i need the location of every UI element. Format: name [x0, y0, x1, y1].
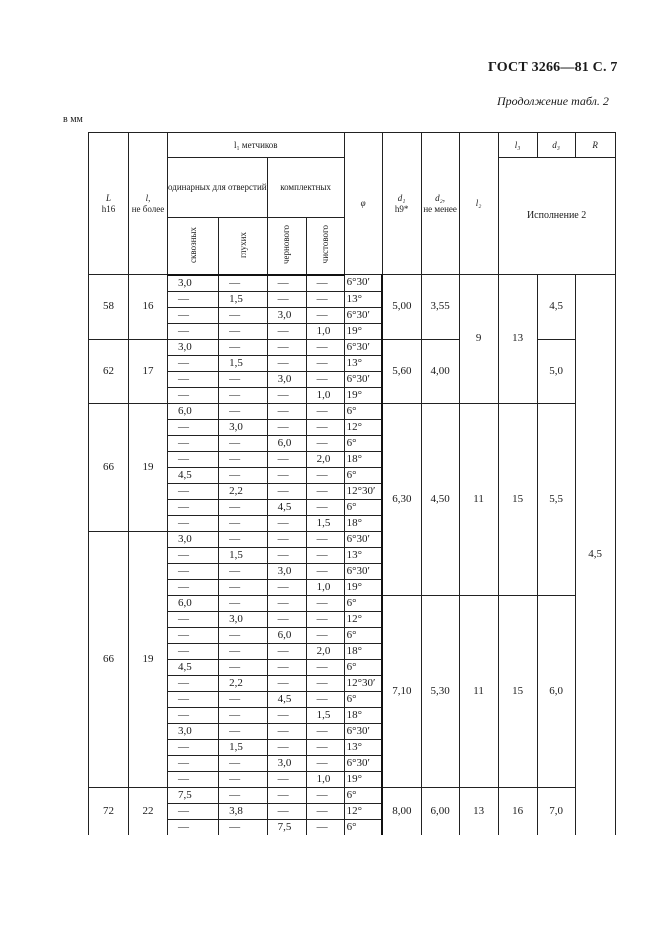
cell-l1: —	[219, 563, 268, 579]
complete-taps-header: комплектных	[267, 158, 344, 218]
cell-l1: —	[306, 755, 344, 771]
execution-2-header: Исполнение 2	[498, 158, 615, 275]
cell-l1: —	[267, 707, 306, 723]
cell-l1: —	[306, 435, 344, 451]
cell-l1: —	[306, 339, 344, 355]
through-header: сквозных	[168, 218, 219, 275]
cell-l1: 4,5	[168, 659, 219, 675]
cell-l1: —	[267, 419, 306, 435]
cell-l1: —	[219, 755, 268, 771]
table-continuation: Продолжение табл. 2	[497, 94, 609, 108]
cell-l1: —	[219, 435, 268, 451]
cell-l1: 1,5	[219, 355, 268, 371]
cell-l1: —	[168, 771, 219, 787]
cell-R: 4,5	[575, 275, 615, 835]
cell-l1: —	[219, 387, 268, 403]
cell-l1: —	[219, 275, 268, 292]
cell-phi: 18°	[344, 451, 382, 467]
cell-l1: —	[306, 467, 344, 483]
cell-l1: —	[168, 611, 219, 627]
cell-l1: 6,0	[168, 595, 219, 611]
cell-l1: 4,5	[168, 467, 219, 483]
cell-l1: —	[306, 563, 344, 579]
rough-header: чернового	[267, 218, 306, 275]
cell-l1: —	[267, 451, 306, 467]
cell-l1: —	[219, 691, 268, 707]
cell-l1: —	[267, 531, 306, 547]
cell-d1: 8,00	[382, 787, 421, 835]
cell-l1: —	[306, 723, 344, 739]
cell-l1: —	[219, 579, 268, 595]
cell-l1: —	[168, 739, 219, 755]
col-L-header: L h16	[89, 133, 129, 275]
cell-l1: —	[219, 499, 268, 515]
cell-l1: 1,5	[306, 707, 344, 723]
cell-l1: 2,2	[219, 675, 268, 691]
cell-l2: 9	[459, 275, 498, 404]
table-body	[89, 275, 616, 835]
cell-phi: 6°	[344, 403, 382, 419]
cell-d2: 4,50	[421, 403, 459, 595]
cell-phi: 19°	[344, 323, 382, 339]
cell-l1: —	[267, 483, 306, 499]
cell-l1: —	[219, 627, 268, 643]
cell-l1: 6,0	[267, 435, 306, 451]
cell-l1: —	[267, 787, 306, 803]
cell-l1: —	[267, 275, 306, 292]
cell-l1: 3,0	[267, 755, 306, 771]
col-d2-header: d₂, не менее	[421, 133, 459, 275]
cell-L: 66	[89, 403, 129, 531]
cell-phi: 19°	[344, 579, 382, 595]
cell-l1: —	[168, 419, 219, 435]
cell-phi: 6°30′	[344, 531, 382, 547]
cell-l1: 1,5	[306, 515, 344, 531]
cell-l1: —	[306, 675, 344, 691]
cell-l1: —	[306, 355, 344, 371]
table-row	[89, 275, 616, 292]
cell-d3: 4,5	[537, 275, 575, 340]
cell-l1: —	[267, 723, 306, 739]
cell-l1: 3,0	[168, 723, 219, 739]
cell-l1: —	[267, 387, 306, 403]
cell-l1: —	[306, 787, 344, 803]
cell-l1: —	[267, 355, 306, 371]
cell-l1: 1,0	[306, 771, 344, 787]
cell-phi: 12°	[344, 419, 382, 435]
cell-l1: —	[168, 483, 219, 499]
cell-l1: —	[168, 675, 219, 691]
cell-l1: —	[168, 547, 219, 563]
cell-l1: —	[267, 611, 306, 627]
cell-l1: —	[168, 627, 219, 643]
cell-l1: —	[267, 739, 306, 755]
cell-l1: 3,0	[219, 611, 268, 627]
cell-phi: 12°30′	[344, 675, 382, 691]
cell-l1: —	[219, 531, 268, 547]
cell-l1: —	[306, 499, 344, 515]
cell-l1: —	[306, 483, 344, 499]
cell-l1: —	[306, 419, 344, 435]
cell-phi: 6°	[344, 595, 382, 611]
cell-l1: —	[306, 547, 344, 563]
cell-l1: —	[267, 579, 306, 595]
single-taps-header: одинарных для отверстий	[168, 158, 268, 218]
cell-l1: 1,0	[306, 323, 344, 339]
cell-phi: 6°30′	[344, 371, 382, 387]
cell-phi: 6°30′	[344, 307, 382, 323]
cell-l1: —	[306, 659, 344, 675]
cell-phi: 13°	[344, 547, 382, 563]
cell-l1: —	[219, 515, 268, 531]
cell-l1: —	[168, 515, 219, 531]
page-header: ГОСТ 3266—81 С. 7	[488, 60, 618, 75]
cell-l1: 6,0	[267, 627, 306, 643]
cell-l1: —	[219, 371, 268, 387]
table-row	[89, 595, 616, 611]
cell-phi: 18°	[344, 515, 382, 531]
cell-l1: —	[219, 323, 268, 339]
cell-l1: —	[168, 691, 219, 707]
cell-l1: —	[306, 531, 344, 547]
cell-phi: 6°30′	[344, 723, 382, 739]
cell-d2: 5,30	[421, 595, 459, 787]
cell-l1: 2,2	[219, 483, 268, 499]
cell-l1: —	[168, 499, 219, 515]
cell-l1: —	[306, 803, 344, 819]
cell-l1: —	[306, 371, 344, 387]
cell-d1: 7,10	[382, 595, 421, 787]
cell-l1: —	[306, 691, 344, 707]
cell-l1: 7,5	[267, 819, 306, 835]
cell-l1: 7,5	[168, 787, 219, 803]
cell-l2: 11	[459, 403, 498, 595]
cell-l1: —	[267, 659, 306, 675]
cell-phi: 6°	[344, 659, 382, 675]
cell-l1: —	[219, 819, 268, 835]
cell-l1: 3,0	[267, 563, 306, 579]
cell-l1: —	[306, 307, 344, 323]
cell-l1: —	[267, 643, 306, 659]
cell-d2: 4,00	[421, 339, 459, 403]
cell-phi: 6°	[344, 435, 382, 451]
cell-phi: 18°	[344, 643, 382, 659]
cell-d3: 5,0	[537, 339, 575, 403]
cell-d1: 5,00	[382, 275, 421, 340]
cell-l1: 1,5	[219, 291, 268, 307]
cell-l1: 3,0	[168, 275, 219, 292]
table-row	[89, 403, 616, 419]
cell-d3: 5,5	[537, 403, 575, 595]
cell-l1: —	[306, 627, 344, 643]
cell-L: 62	[89, 339, 129, 403]
blind-header: глухих	[219, 218, 268, 275]
cell-l1: —	[267, 403, 306, 419]
cell-l1: —	[219, 339, 268, 355]
cell-l3: 15	[498, 403, 537, 595]
cell-l1: —	[168, 707, 219, 723]
cell-d2: 6,00	[421, 787, 459, 835]
cell-l: 17	[129, 339, 168, 403]
cell-l1: —	[219, 643, 268, 659]
cell-l1: 3,0	[168, 339, 219, 355]
cell-l1: —	[168, 435, 219, 451]
cell-l1: —	[219, 307, 268, 323]
cell-phi: 19°	[344, 387, 382, 403]
cell-l3: 16	[498, 787, 537, 835]
cell-l1: 3,0	[267, 371, 306, 387]
cell-l1: —	[267, 291, 306, 307]
cell-L: 58	[89, 275, 129, 340]
cell-phi: 13°	[344, 355, 382, 371]
cell-l1: —	[219, 707, 268, 723]
cell-l1: —	[267, 323, 306, 339]
cell-l1: —	[168, 451, 219, 467]
col-l1-group-header: l₁ метчиков	[168, 133, 345, 158]
cell-phi: 6°30′	[344, 755, 382, 771]
col-l-header: l, не более	[129, 133, 168, 275]
cell-l1: 3,0	[267, 307, 306, 323]
cell-l1: —	[219, 659, 268, 675]
cell-l1: —	[219, 787, 268, 803]
cell-phi: 6°	[344, 787, 382, 803]
cell-l1: —	[168, 307, 219, 323]
cell-l1: —	[267, 339, 306, 355]
cell-phi: 6°	[344, 691, 382, 707]
cell-l1: —	[168, 579, 219, 595]
cell-phi: 6°	[344, 819, 382, 835]
cell-l1: —	[267, 467, 306, 483]
cell-l1: —	[168, 803, 219, 819]
cell-phi: 6°	[344, 627, 382, 643]
col-l2-header: l₂	[459, 133, 498, 275]
cell-l1: —	[168, 355, 219, 371]
cell-L: 72	[89, 787, 129, 835]
cell-l1: 1,5	[219, 739, 268, 755]
cell-l2: 13	[459, 787, 498, 835]
col-R-header: R	[575, 133, 615, 158]
cell-l1: —	[168, 819, 219, 835]
cell-l: 19	[129, 403, 168, 531]
cell-l1: —	[219, 403, 268, 419]
cell-l1: —	[219, 451, 268, 467]
cell-L: 66	[89, 531, 129, 787]
cell-l1: —	[267, 547, 306, 563]
cell-l1: —	[168, 323, 219, 339]
cell-l1: 3,8	[219, 803, 268, 819]
col-l3-header: l₃	[498, 133, 537, 158]
table-row	[89, 787, 616, 803]
cell-l1: 1,0	[306, 387, 344, 403]
cell-l1: 4,5	[267, 691, 306, 707]
cell-l1: 6,0	[168, 403, 219, 419]
cell-d3: 6,0	[537, 595, 575, 787]
cell-l1: —	[267, 595, 306, 611]
units-label: в мм	[63, 114, 83, 125]
cell-l1: —	[219, 771, 268, 787]
finish-header: чистового	[306, 218, 344, 275]
cell-l1: —	[219, 595, 268, 611]
cell-l1: —	[306, 819, 344, 835]
cell-l1: —	[267, 771, 306, 787]
cell-phi: 6°	[344, 467, 382, 483]
cell-l1: —	[306, 595, 344, 611]
cell-l1: 3,0	[168, 531, 219, 547]
cell-l1: —	[168, 755, 219, 771]
dimensions-table	[88, 132, 616, 835]
cell-l: 16	[129, 275, 168, 340]
cell-phi: 12°	[344, 803, 382, 819]
cell-l1: —	[168, 643, 219, 659]
cell-d1: 6,30	[382, 403, 421, 595]
cell-l1: —	[306, 291, 344, 307]
col-phi-header: φ	[344, 133, 382, 275]
cell-l1: 4,5	[267, 499, 306, 515]
cell-l1: 1,5	[219, 547, 268, 563]
cell-l1: —	[168, 387, 219, 403]
cell-l1: —	[219, 467, 268, 483]
cell-l2: 11	[459, 595, 498, 787]
cell-l1: —	[267, 515, 306, 531]
cell-l1: —	[168, 371, 219, 387]
cell-l1: —	[306, 739, 344, 755]
cell-l1: —	[168, 291, 219, 307]
cell-l: 22	[129, 787, 168, 835]
cell-phi: 6°	[344, 499, 382, 515]
cell-phi: 13°	[344, 291, 382, 307]
cell-d1: 5,60	[382, 339, 421, 403]
cell-l3: 15	[498, 595, 537, 787]
col-d1-header: d₁ h9*	[382, 133, 421, 275]
cell-l1: —	[267, 803, 306, 819]
cell-l1: —	[168, 563, 219, 579]
cell-phi: 12°30′	[344, 483, 382, 499]
cell-l1: —	[219, 723, 268, 739]
cell-l1: —	[267, 675, 306, 691]
cell-phi: 6°30′	[344, 275, 382, 292]
cell-d3: 7,0	[537, 787, 575, 835]
col-d3-header: d₃	[537, 133, 575, 158]
cell-l: 19	[129, 531, 168, 787]
cell-l1: 3,0	[219, 419, 268, 435]
cell-l1: 2,0	[306, 643, 344, 659]
cell-l1: —	[306, 403, 344, 419]
cell-l1: 1,0	[306, 579, 344, 595]
cell-d2: 3,55	[421, 275, 459, 340]
cell-phi: 6°30′	[344, 339, 382, 355]
cell-l3: 13	[498, 275, 537, 404]
cell-l1: 2,0	[306, 451, 344, 467]
cell-phi: 6°30′	[344, 563, 382, 579]
cell-phi: 13°	[344, 739, 382, 755]
cell-l1: —	[306, 275, 344, 292]
cell-phi: 18°	[344, 707, 382, 723]
cell-phi: 19°	[344, 771, 382, 787]
cell-phi: 12°	[344, 611, 382, 627]
cell-l1: —	[306, 611, 344, 627]
